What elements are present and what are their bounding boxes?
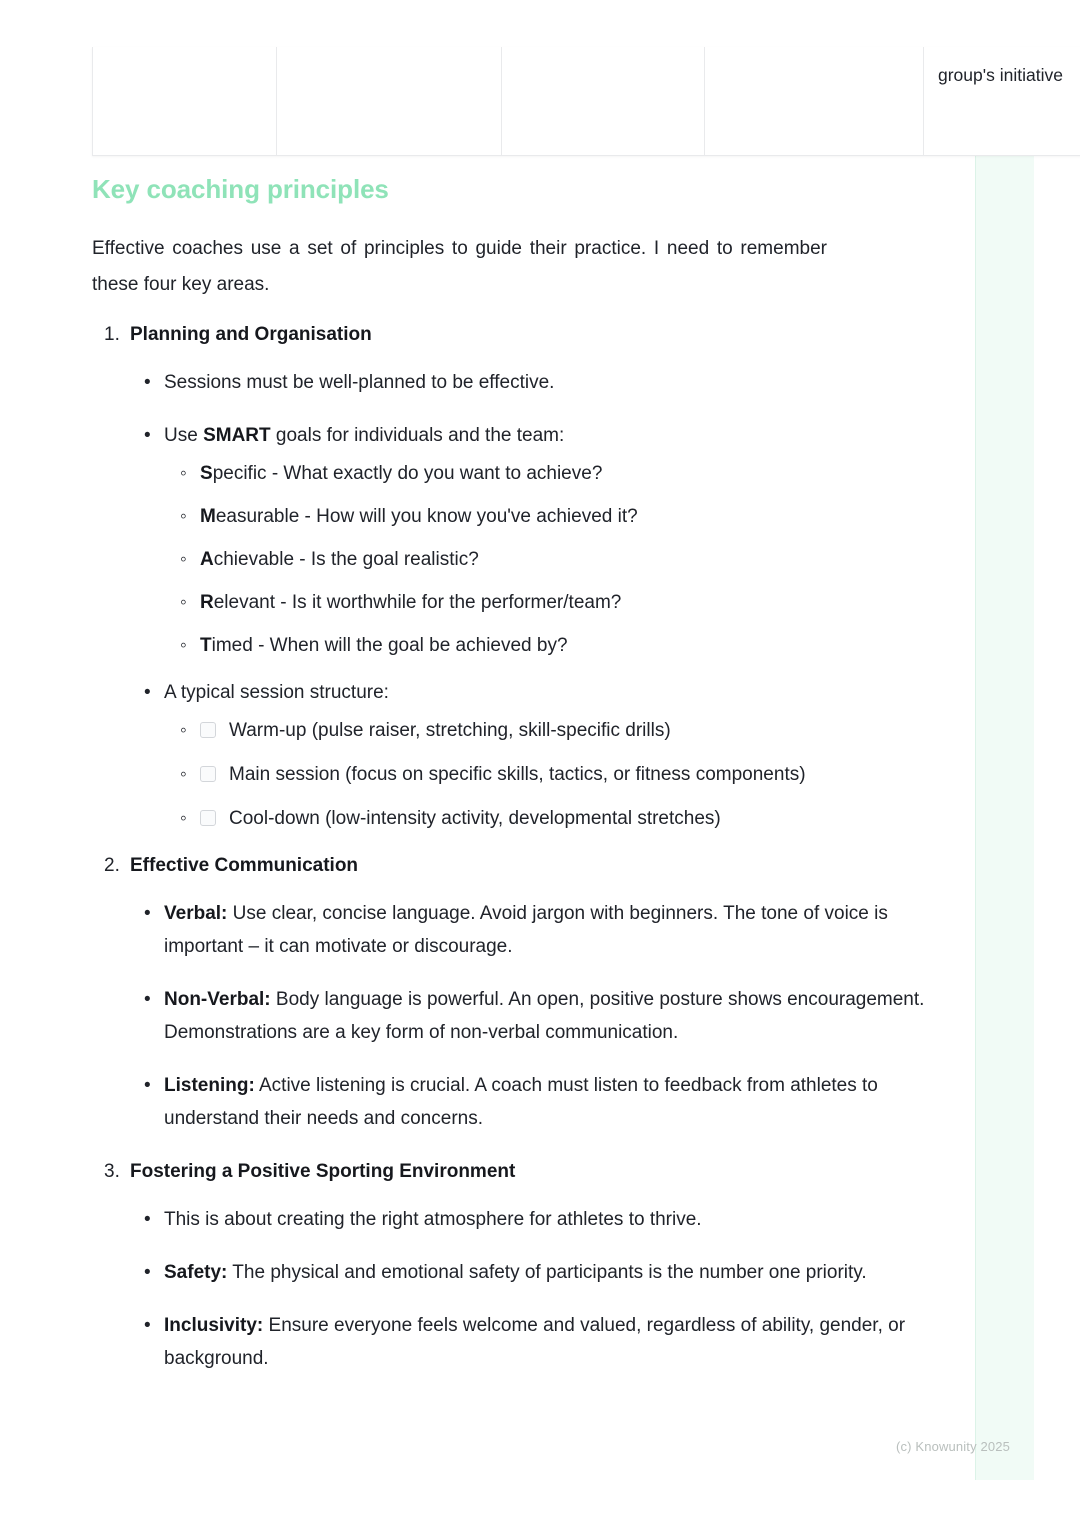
table-cell bbox=[277, 47, 502, 156]
smart-initial: A bbox=[200, 549, 214, 570]
smart-initial: M bbox=[200, 506, 216, 527]
list-item bbox=[200, 500, 930, 533]
task-list-item bbox=[200, 802, 930, 835]
list-item bbox=[200, 586, 930, 619]
principles-list bbox=[92, 318, 930, 1395]
table-row bbox=[93, 47, 1080, 156]
smart-initial: R bbox=[200, 592, 214, 613]
section-heading: Key coaching principles bbox=[92, 174, 389, 204]
list-item bbox=[164, 1309, 930, 1375]
bullet-term: Non-Verbal: bbox=[164, 989, 271, 1010]
copyright-watermark: (c) Knowunity 2025 bbox=[896, 1439, 1010, 1454]
smart-text: imed - When will the goal be achieved by? bbox=[211, 635, 568, 656]
table-cell bbox=[705, 47, 924, 156]
principle-item bbox=[130, 849, 930, 1135]
continued-table bbox=[92, 47, 1063, 156]
list-item bbox=[200, 543, 930, 576]
bullet-text: Sessions must be well-planned to be effective. bbox=[164, 372, 555, 393]
table-cell: group's initiative bbox=[924, 47, 1080, 156]
principle-title: Effective Communication bbox=[130, 855, 359, 876]
bullet-desc: Active listening is crucial. A coach must listen to feedback from athletes to understand their needs and concerns. bbox=[164, 1075, 878, 1129]
smart-sublist bbox=[164, 457, 930, 662]
list-item bbox=[164, 676, 930, 835]
principle-item bbox=[130, 318, 930, 835]
intro-paragraph: Effective coaches use a set of principles to guide their practice. I need to remember these four key areas. bbox=[92, 238, 827, 295]
bullet-desc: Use clear, concise language. Avoid jargon with beginners. The tone of voice is important – it can motivate or discourage. bbox=[164, 903, 888, 957]
list-item bbox=[164, 983, 930, 1049]
principle-item bbox=[130, 1155, 930, 1375]
table-cell bbox=[502, 47, 705, 156]
checkbox-icon[interactable] bbox=[200, 722, 216, 738]
checkbox-icon[interactable] bbox=[200, 766, 216, 782]
list-item bbox=[164, 1203, 930, 1236]
bullet-desc: Ensure everyone feels welcome and valued, regardless of ability, gender, or background. bbox=[164, 1315, 906, 1369]
list-item bbox=[200, 457, 930, 490]
principle-bullets bbox=[130, 897, 930, 1135]
session-structure-tasklist bbox=[164, 714, 930, 835]
smart-text: pecific - What exactly do you want to achieve? bbox=[212, 463, 603, 484]
bullet-term: Safety: bbox=[164, 1262, 228, 1283]
smart-initial: S bbox=[200, 463, 213, 484]
principle-bullets bbox=[130, 1203, 930, 1375]
bullet-term: Verbal: bbox=[164, 903, 228, 924]
task-label: Main session (focus on specific skills, tactics, or fitness components) bbox=[229, 764, 806, 785]
smart-text: easurable - How will you know you've achieved it? bbox=[215, 506, 638, 527]
task-label: Cool-down (low-intensity activity, developmental stretches) bbox=[229, 808, 721, 829]
checkbox-icon[interactable] bbox=[200, 810, 216, 826]
bullet-term: Inclusivity: bbox=[164, 1315, 264, 1336]
list-item bbox=[164, 366, 930, 399]
bullet-term: Listening: bbox=[164, 1075, 255, 1096]
list-item bbox=[164, 1069, 930, 1135]
smart-initial: T bbox=[200, 635, 212, 656]
principle-title: Fostering a Positive Sporting Environment bbox=[130, 1161, 516, 1182]
task-list-item bbox=[200, 758, 930, 791]
smart-text: chievable - Is the goal realistic? bbox=[213, 549, 479, 570]
task-list-item bbox=[200, 714, 930, 747]
smart-text: elevant - Is it worthwhile for the performer/team? bbox=[213, 592, 622, 613]
list-item bbox=[164, 1256, 930, 1289]
bullet-text-lead: Use bbox=[164, 425, 204, 446]
principle-bullets bbox=[130, 366, 930, 835]
bullet-desc: Body language is powerful. An open, positive posture shows encouragement. Demonstrations are a key form of non-verbal communication. bbox=[164, 989, 925, 1043]
bullet-text: This is about creating the right atmosphere for athletes to thrive. bbox=[164, 1209, 702, 1230]
bullet-text-tail: goals for individuals and the team: bbox=[270, 425, 565, 446]
list-item bbox=[164, 419, 930, 662]
list-item bbox=[200, 629, 930, 662]
smart-acronym: SMART bbox=[203, 425, 271, 446]
bullet-text: A typical session structure: bbox=[164, 682, 389, 703]
principle-title: Planning and Organisation bbox=[130, 324, 372, 345]
table-cell bbox=[93, 47, 277, 156]
task-label: Warm-up (pulse raiser, stretching, skill-specific drills) bbox=[229, 720, 671, 741]
list-item bbox=[164, 897, 930, 963]
bullet-desc: The physical and emotional safety of participants is the number one priority. bbox=[227, 1262, 867, 1283]
